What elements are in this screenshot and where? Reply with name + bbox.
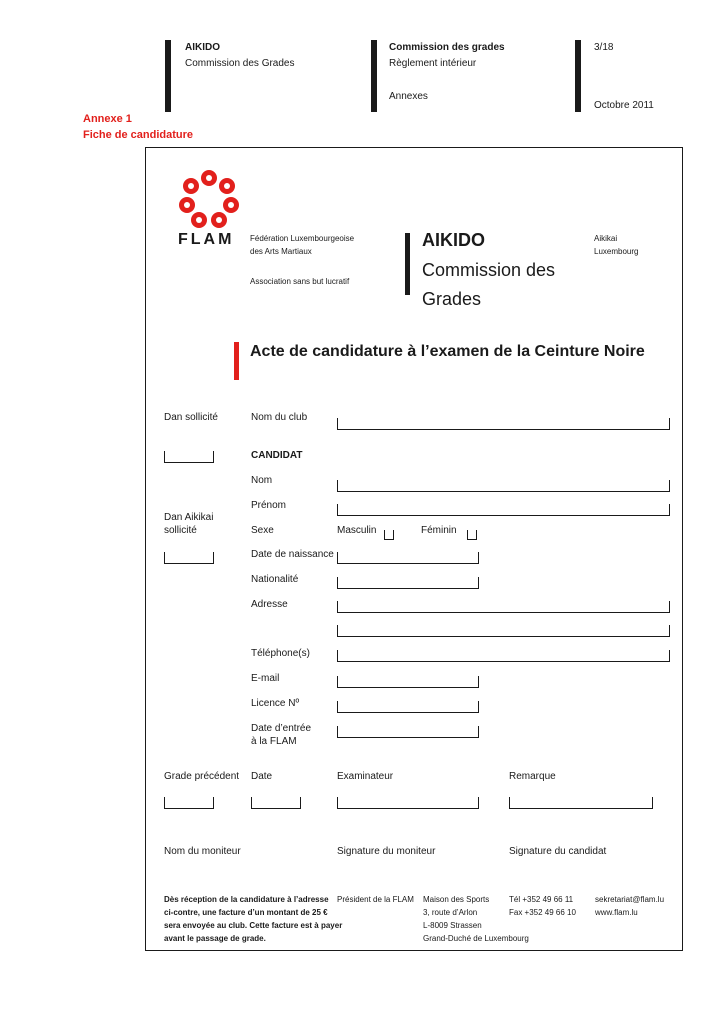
label-masculin: Masculin <box>337 525 377 536</box>
header-col2-sub: Règlement intérieur <box>389 58 477 69</box>
header-bar-2 <box>371 40 377 112</box>
footer-president: Président de la FLAM <box>337 895 414 904</box>
label-remarque: Remarque <box>509 771 556 782</box>
footer-address-1: Maison des Sports <box>423 895 490 904</box>
header-col1-sub: Commission des Grades <box>185 58 295 69</box>
page-number: 3/18 <box>594 42 614 53</box>
footer-address-3: L-8009 Strassen <box>423 921 482 930</box>
header-date: Octobre 2011 <box>594 100 654 111</box>
nom-club-field[interactable] <box>337 418 670 430</box>
form-heading: Acte de candidature à l’examen de la Ceinture Noire <box>250 343 645 360</box>
prenom-field[interactable] <box>337 504 670 516</box>
footer-tel: Tél +352 49 66 11 <box>509 895 574 904</box>
label-nom-moniteur: Nom du moniteur <box>164 846 241 857</box>
licence-field[interactable] <box>337 701 479 713</box>
label-entree-1: Date d’entrée <box>251 723 312 734</box>
label-nationalite: Nationalité <box>251 574 299 585</box>
entree-field[interactable] <box>337 726 479 738</box>
org-title-commission: Commission des <box>422 260 556 280</box>
label-dan-aikikai-2: sollicité <box>164 525 197 536</box>
footer-note-2: ci-contre, une facture d’un montant de 25 € <box>164 908 328 917</box>
telephone-field[interactable] <box>337 650 670 662</box>
label-examinateur: Examinateur <box>337 771 394 782</box>
remarque-field[interactable] <box>509 797 653 809</box>
label-entree-2: à la FLAM <box>251 736 297 747</box>
footer-note-3: sera envoyée au club. Cette facture est à payer <box>164 921 343 930</box>
assoc-line: Association sans but lucratif <box>250 277 350 286</box>
label-dan-sollicite: Dan sollicité <box>164 412 218 423</box>
label-sexe: Sexe <box>251 525 274 536</box>
footer-address-2: 3, route d’Arlon <box>423 908 478 917</box>
nationalite-field[interactable] <box>337 577 479 589</box>
candidature-form-frame <box>145 147 683 951</box>
org-title-grades: Grades <box>422 289 482 309</box>
adresse-field-1[interactable] <box>337 601 670 613</box>
footer-note-1: Dès réception de la candidature à l’adresse <box>164 895 329 904</box>
fed-line2: des Arts Martiaux <box>250 247 312 256</box>
label-nom-club: Nom du club <box>251 412 308 423</box>
examinateur-field[interactable] <box>337 797 479 809</box>
org-right-aikikai: Aikikai <box>594 234 618 243</box>
label-email: E-mail <box>251 673 280 684</box>
feminin-checkbox[interactable] <box>467 530 477 540</box>
label-nom: Nom <box>251 475 273 486</box>
footer-address-4: Grand-Duché de Luxembourg <box>423 934 529 943</box>
dan-sollicite-field[interactable] <box>164 451 214 463</box>
label-dan-aikikai-1: Dan Aikikai <box>164 512 214 523</box>
email-field[interactable] <box>337 676 479 688</box>
header-col1-title: AIKIDO <box>185 42 220 53</box>
header-col2-section: Annexes <box>389 91 428 102</box>
label-feminin: Féminin <box>421 525 457 536</box>
label-signature-moniteur: Signature du moniteur <box>337 846 436 857</box>
masculin-checkbox[interactable] <box>384 530 394 540</box>
label-date: Date <box>251 771 273 782</box>
footer-note-4: avant le passage de grade. <box>164 934 266 943</box>
fed-line1: Fédération Luxembourgeoise <box>250 234 355 243</box>
adresse-field-2[interactable] <box>337 625 670 637</box>
annex-label: Annexe 1 <box>83 113 132 125</box>
label-telephone: Téléphone(s) <box>251 648 310 659</box>
dan-aikikai-field[interactable] <box>164 552 214 564</box>
label-grade-precedent: Grade précédent <box>164 771 240 782</box>
label-licence: Licence Nº <box>251 698 300 709</box>
grade-precedent-field[interactable] <box>164 797 214 809</box>
flam-logo-text: FLAM <box>178 231 235 248</box>
header-bar-1 <box>165 40 171 112</box>
label-naissance: Date de naissance <box>251 549 334 560</box>
date-field[interactable] <box>251 797 301 809</box>
footer-web-link[interactable]: www.flam.lu <box>595 908 638 917</box>
heading-accent-bar <box>234 342 239 380</box>
footer-email-link[interactable]: sekretariat@flam.lu <box>595 895 665 904</box>
org-title-bar <box>405 233 410 295</box>
annex-title: Fiche de candidature <box>83 129 194 141</box>
header-col2-title: Commission des grades <box>389 42 505 53</box>
label-adresse: Adresse <box>251 599 288 610</box>
org-right-luxembourg: Luxembourg <box>594 247 639 256</box>
org-title-aikido: AIKIDO <box>422 230 485 250</box>
nom-field[interactable] <box>337 480 670 492</box>
flam-flower-logo-icon <box>176 168 242 230</box>
header-bar-3 <box>575 40 581 112</box>
footer-fax: Fax +352 49 66 10 <box>509 908 576 917</box>
label-signature-candidat: Signature du candidat <box>509 846 607 857</box>
label-prenom: Prénom <box>251 500 287 511</box>
naissance-field[interactable] <box>337 552 479 564</box>
label-candidat: CANDIDAT <box>251 450 303 461</box>
